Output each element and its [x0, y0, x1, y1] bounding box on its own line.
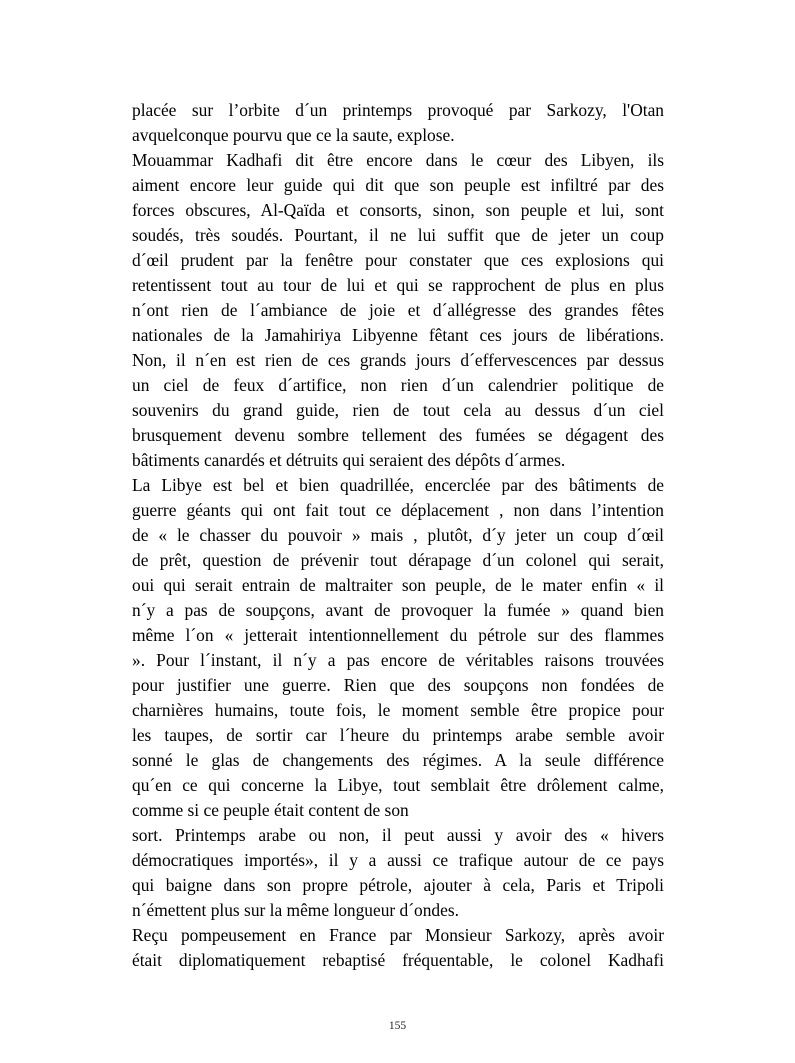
text-line-31: démocratiques importés», il y a aussi ce trafique autour de ce pays: [132, 850, 664, 870]
text-line-14: brusquement devenu sombre tellement des fumées se dégagent des: [132, 425, 664, 445]
text-line-20: oui qui serait entrain de maltraiter son peuple, de le mater enfin « il: [132, 575, 664, 595]
text-line-30: sort. Printemps arabe ou non, il peut aussi y avoir des « hivers: [132, 825, 664, 845]
text-line-10: nationales de la Jamahiriya Libyenne fêtant ces jours de libérations.: [132, 325, 664, 345]
text-line-22: même l´on « jetterait intentionnellement du pétrole sur des flammes: [132, 625, 664, 645]
text-line-5: forces obscures, Al-Qaïda et consorts, sinon, son peuple et lui, sont: [132, 200, 664, 220]
text-line-16: La Libye est bel et bien quadrillée, encerclée par des bâtiments de: [132, 475, 664, 495]
text-line-29: comme si ce peuple était content de son: [132, 800, 409, 820]
text-line-23: ». Pour l´instant, il n´y a pas encore de véritables raisons trouvées: [132, 650, 664, 670]
text-line-25: charnières humains, toute fois, le moment semble être propice pour: [132, 700, 664, 720]
text-line-18: de « le chasser du pouvoir » mais , plutôt, d´y jeter un coup d´œil: [132, 525, 664, 545]
text-line-27: sonné le glas de changements des régimes. A la seule différence: [132, 750, 664, 770]
text-line-35: était diplomatiquement rebaptisé fréquentable, le colonel Kadhafi: [132, 950, 664, 970]
text-line-2: avquelconque pourvu que ce la saute, explose.: [132, 125, 455, 145]
text-line-3: Mouammar Kadhafi dit être encore dans le cœur des Libyen, ils: [132, 150, 664, 170]
text-line-15: bâtiments canardés et détruits qui seraient des dépôts d´armes.: [132, 450, 566, 470]
body-text: [132, 98, 664, 973]
text-line-6: soudés, très soudés. Pourtant, il ne lui suffit que de jeter un coup: [132, 225, 664, 245]
text-line-32: qui baigne dans son propre pétrole, ajouter à cela, Paris et Tripoli: [132, 875, 664, 895]
text-line-34: Reçu pompeusement en France par Monsieur Sarkozy, après avoir: [132, 925, 664, 945]
text-line-11: Non, il n´en est rien de ces grands jours d´effervescences par dessus: [132, 350, 664, 370]
page-number: 155: [388, 1020, 407, 1032]
text-line-4: aiment encore leur guide qui dit que son peuple est infiltré par des: [132, 175, 664, 195]
text-line-17: guerre géants qui ont fait tout ce déplacement , non dans l’intention: [132, 500, 664, 520]
text-line-33: n´émettent plus sur la même longueur d´ondes.: [132, 900, 459, 920]
text-line-26: les taupes, de sortir car l´heure du printemps arabe semble avoir: [132, 725, 664, 745]
text-line-21: n´y a pas de soupçons, avant de provoquer la fumée » quand bien: [132, 600, 664, 620]
text-line-9: n´ont rien de l´ambiance de joie et d´allégresse des grandes fêtes: [132, 300, 664, 320]
text-line-1: placée sur l’orbite d´un printemps provoqué par Sarkozy, l'Otan: [132, 100, 664, 120]
text-line-13: souvenirs du grand guide, rien de tout cela au dessus d´un ciel: [132, 400, 664, 420]
text-line-28: qu´en ce qui concerne la Libye, tout semblait être drôlement calme,: [132, 775, 664, 795]
text-line-19: de prêt, question de prévenir tout dérapage d´un colonel qui serait,: [132, 550, 664, 570]
text-line-24: pour justifier une guerre. Rien que des soupçons non fondées de: [132, 675, 664, 695]
text-line-12: un ciel de feux d´artifice, non rien d´un calendrier politique de: [132, 375, 664, 395]
text-line-8: retentissent tout au tour de lui et qui se rapprochent de plus en plus: [132, 275, 664, 295]
text-line-7: d´œil prudent par la fenêtre pour constater que ces explosions qui: [132, 250, 664, 270]
